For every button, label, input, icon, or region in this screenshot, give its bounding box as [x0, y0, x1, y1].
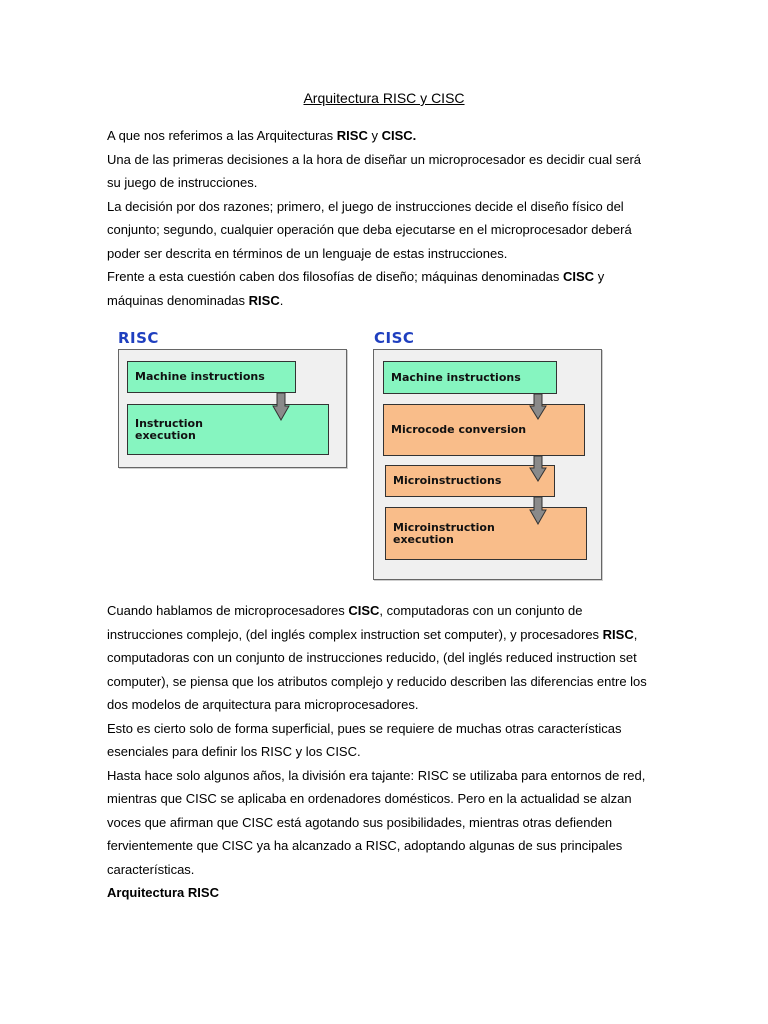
body-line: características. — [107, 861, 195, 877]
intro-line: conjunto; segundo, cualquier operación que deba ejecutarse en el microprocesador deberá — [107, 222, 632, 237]
body-line: instrucciones complejo, (del inglés complex instruction set computer), y procesadores RISC, — [107, 626, 638, 642]
cisc-flow-arrow — [529, 394, 547, 420]
body-line: mientras que CISC se aplicaba en ordenadores domésticos. Pero en la actualidad se alzan — [107, 791, 632, 806]
section-heading: Arquitectura RISC — [107, 885, 219, 900]
cisc-microinstructions-box: Microinstructions — [385, 465, 555, 497]
cisc-machine-instructions-box: Machine instructions — [383, 361, 557, 394]
cisc-microinstruction-execution-box: Microinstruction execution — [385, 507, 587, 560]
intro-line: máquinas denominadas RISC. — [107, 292, 284, 308]
risc-diagram-title: RISC — [118, 329, 159, 347]
risc-flow-arrow — [272, 393, 290, 421]
intro-line: La decisión por dos razones; primero, el juego de instrucciones decide el diseño físico del — [107, 198, 624, 214]
intro-line: A que nos referimos a las Arquitecturas RISC y CISC. — [107, 128, 417, 143]
risc-machine-instructions-box: Machine instructions — [127, 361, 296, 393]
intro-line: Una de las primeras decisiones a la hora de diseñar un microprocesador es decidir cual será — [107, 151, 641, 167]
page-title: Arquitectura RISC y CISC — [303, 90, 465, 106]
risc-instruction-execution-box: Instruction execution — [127, 404, 329, 455]
intro-line: su juego de instrucciones. — [107, 175, 258, 190]
cisc-diagram-title: CISC — [374, 329, 415, 347]
body-line: voces que afirman que CISC está agotando sus posibilidades, mientras otras defienden — [107, 814, 613, 830]
body-line: Esto es cierto solo de forma superficial, pues se requiere de muchas otras características — [107, 720, 622, 736]
body-line: computadoras con un conjunto de instrucciones reducido, (del inglés reduced instruction set — [107, 650, 637, 665]
body-line: esenciales para definir los RISC y los CISC. — [107, 744, 361, 759]
intro-line: Frente a esta cuestión caben dos filosofías de diseño; máquinas denominadas CISC y — [107, 269, 605, 284]
body-paragraph — [107, 599, 667, 905]
body-line: dos modelos de arquitectura para microprocesadores. — [107, 697, 419, 712]
body-line: Hasta hace solo algunos años, la división era tajante: RISC se utilizaba para entornos de red, — [107, 767, 646, 783]
cisc-flow-arrow — [529, 497, 547, 525]
body-line: fervientemente que CISC ya ha alcanzado a RISC, adoptando algunas de sus principales — [107, 838, 623, 853]
body-line: computer), se piensa que los atributos complejo y reducido describen las diferencias entre los — [107, 673, 647, 689]
cisc-flow-arrow — [529, 456, 547, 482]
intro-paragraph — [107, 124, 667, 312]
intro-line: poder ser descrita en términos de un lenguaje de estas instrucciones. — [107, 245, 508, 261]
cisc-microcode-conversion-box: Microcode conversion — [383, 404, 585, 456]
body-line: Cuando hablamos de microprocesadores CISC, computadoras con un conjunto de — [107, 603, 583, 618]
